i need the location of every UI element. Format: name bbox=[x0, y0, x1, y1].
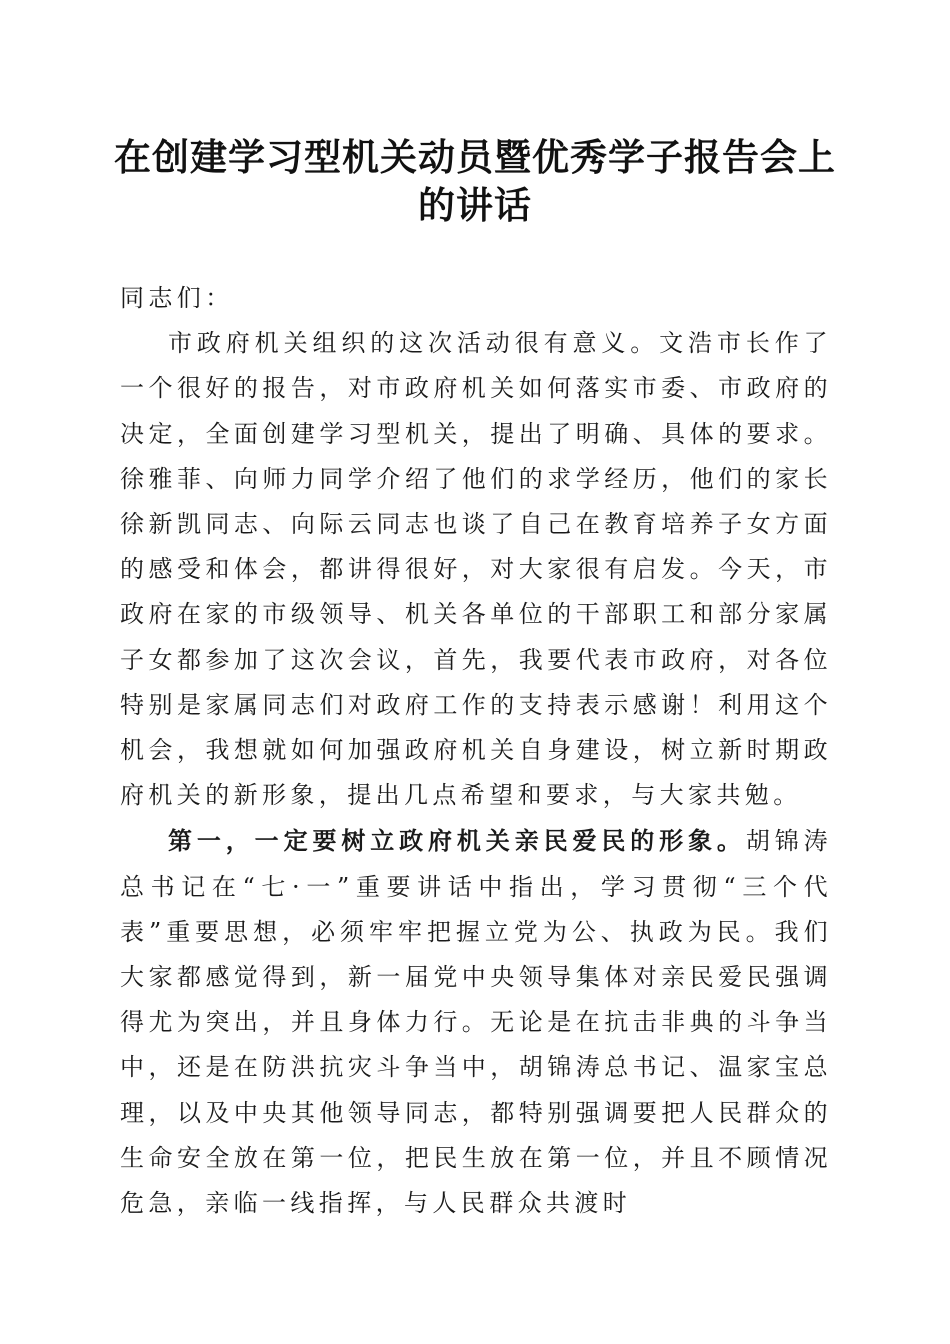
paragraph-first-point bbox=[120, 818, 832, 1226]
salutation: 同志们： bbox=[120, 284, 234, 312]
paragraph-first-point-body: 胡锦涛总书记在“七·一”重要讲话中指出，学习贯彻“三个代表”重要思想，必须牢牢把握立党为公、执政为民。我们大家都感觉得到，新一届党中央领导集体对亲民爱民强调得尤为突出，并且身体力行。无论是在抗击非典的斗争当中，还是在防洪抗灾斗争当中，胡锦涛总书记、温家宝总理，以及中央其他领导同志，都特别强调要把人民群众的生命安全放在第一位，把民生放在第一位，并且不顾情况危急，亲临一线指挥，与人民群众共渡时 bbox=[120, 827, 833, 1218]
paragraph-lead-heading: 第一，一定要树立政府机关亲民爱民的形象。 bbox=[168, 826, 746, 856]
document-body bbox=[120, 276, 832, 1226]
paragraph-opening: 市政府机关组织的这次活动很有意义。文浩市长作了一个很好的报告，对市政府机关如何落实市委、市政府的决定，全面创建学习型机关，提出了明确、具体的要求。徐雅菲、向师力同学介绍了他们的求学经历，他们的家长徐新凯同志、向际云同志也谈了自己在教育培养子女方面的感受和体会，都讲得很好，对大家很有启发。今天，市政府在家的市级领导、机关各单位的干部职工和部分家属子女都参加了这次会议，首先，我要代表市政府，对各位特别是家属同志们对政府工作的支持表示感谢！利用这个机会，我想就如何加强政府机关自身建设，树立新时期政府机关的新形象，提出几点希望和要求，与大家共勉。 bbox=[120, 329, 832, 810]
document-title: 在创建学习型机关动员暨优秀学子报告会上的讲话 bbox=[114, 135, 836, 227]
